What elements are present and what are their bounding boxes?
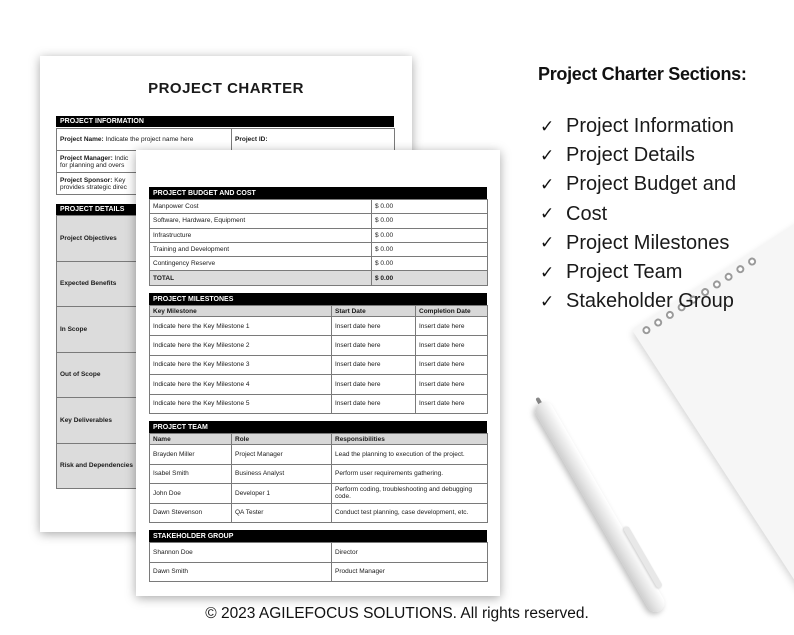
sections-title: Project Charter Sections:	[538, 64, 747, 84]
budget-table	[149, 199, 488, 286]
table-row	[150, 317, 488, 336]
budget-item: Manpower Cost	[150, 200, 372, 214]
copyright-notice: © 2023 AGILEFOCUS SOLUTIONS. All rights reserved.	[205, 605, 589, 622]
table-row	[150, 228, 488, 242]
column-header: Responsibilities	[332, 434, 488, 445]
milestone-start: Insert date here	[332, 336, 416, 355]
table-row	[150, 257, 488, 271]
project-sponsor-value: Key	[114, 176, 126, 184]
column-header: Role	[232, 434, 332, 445]
budget-item: Training and Development	[150, 242, 372, 256]
milestone-name: Indicate here the Key Milestone 2	[150, 336, 332, 355]
team-member-responsibility: Conduct test planning, case development, etc.	[332, 503, 488, 523]
budget-item: Software, Hardware, Equipment	[150, 214, 372, 228]
team-table	[149, 433, 488, 523]
stakeholder-table	[149, 542, 488, 582]
table-header-row	[150, 306, 488, 317]
section-label: Project Team	[566, 261, 683, 284]
ring-icon	[641, 325, 652, 336]
table-row	[150, 242, 488, 256]
project-details-header: PROJECT DETAILS	[56, 204, 394, 215]
checkmark-icon: ✓	[540, 233, 555, 253]
team-member-responsibility: Lead the planning to execution of the project.	[332, 445, 488, 465]
details-row-label: Expected Benefits	[57, 261, 139, 307]
milestone-start: Insert date here	[332, 394, 416, 413]
list-item	[540, 141, 736, 170]
column-header: Start Date	[332, 306, 416, 317]
table-row	[150, 484, 488, 504]
table-row	[150, 355, 488, 374]
milestone-end: Insert date here	[416, 375, 488, 394]
milestones-table	[149, 305, 488, 414]
project-sponsor-value-cont: provides strategic direc	[60, 183, 127, 191]
table-row	[150, 200, 488, 214]
checkmark-icon: ✓	[540, 204, 555, 224]
team-member-role: Developer 1	[232, 484, 332, 504]
team-member-responsibility: Perform coding, troubleshooting and debugging code.	[332, 484, 488, 504]
table-row	[150, 271, 488, 285]
milestones-header: PROJECT MILESTONES	[149, 293, 487, 305]
table-row	[150, 464, 488, 484]
stakeholder-name: Shannon Doe	[150, 543, 332, 563]
milestone-start: Insert date here	[332, 355, 416, 374]
section-label: Cost	[566, 202, 608, 225]
project-manager-value-cont: for planning and overs	[60, 161, 125, 169]
milestone-name: Indicate here the Key Milestone 5	[150, 394, 332, 413]
list-item	[540, 170, 736, 199]
milestone-end: Insert date here	[416, 394, 488, 413]
ring-icon	[653, 317, 664, 328]
section-label: Project Details	[566, 144, 695, 167]
checkmark-icon: ✓	[540, 116, 555, 136]
list-item	[540, 258, 736, 287]
team-member-name: Isabel Smith	[150, 464, 232, 484]
milestone-end: Insert date here	[416, 336, 488, 355]
list-item	[540, 200, 736, 229]
budget-header: PROJECT BUDGET AND COST	[149, 187, 487, 199]
table-row	[150, 562, 488, 582]
budget-total-value: $ 0.00	[372, 271, 488, 285]
milestone-name: Indicate here the Key Milestone 1	[150, 317, 332, 336]
budget-amount: $ 0.00	[372, 228, 488, 242]
team-member-name: John Doe	[150, 484, 232, 504]
list-item	[540, 287, 736, 316]
table-row	[150, 394, 488, 413]
details-row-label: Project Objectives	[57, 216, 139, 262]
details-row-label: Key Deliverables	[57, 398, 139, 444]
pen-image	[529, 397, 677, 627]
project-name-value: Indicate the project name here	[105, 136, 194, 143]
table-header-row	[150, 434, 488, 445]
table-row	[150, 503, 488, 523]
budget-amount: $ 0.00	[372, 257, 488, 271]
budget-amount: $ 0.00	[372, 242, 488, 256]
column-header: Completion Date	[416, 306, 488, 317]
project-sponsor-label: Project Sponsor:	[60, 176, 113, 184]
milestone-end: Insert date here	[416, 355, 488, 374]
team-member-name: Dawn Stevenson	[150, 503, 232, 523]
budget-item: Infrastructure	[150, 228, 372, 242]
project-name-label: Project Name:	[60, 136, 104, 143]
team-member-responsibility: Perform user requirements gathering.	[332, 464, 488, 484]
table-row	[150, 543, 488, 563]
budget-amount: $ 0.00	[372, 214, 488, 228]
column-header: Key Milestone	[150, 306, 332, 317]
stakeholder-header: STAKEHOLDER GROUP	[149, 530, 487, 542]
charter-front-page	[136, 150, 500, 596]
document-title: PROJECT CHARTER	[148, 80, 304, 97]
table-row	[150, 445, 488, 465]
pen-body	[532, 399, 668, 616]
details-row-label: In Scope	[57, 307, 139, 353]
checkmark-icon: ✓	[540, 262, 555, 282]
checkmark-icon: ✓	[540, 145, 555, 165]
details-row-label: Risk and Dependencies	[57, 443, 139, 489]
details-row-label: Out of Scope	[57, 352, 139, 398]
team-member-role: Project Manager	[232, 445, 332, 465]
section-label: Stakeholder Group	[566, 290, 734, 313]
project-manager-value: Indic	[114, 154, 129, 162]
milestone-name: Indicate here the Key Milestone 4	[150, 375, 332, 394]
ring-icon	[747, 256, 758, 267]
team-member-role: QA Tester	[232, 503, 332, 523]
budget-item: Contingency Reserve	[150, 257, 372, 271]
checkmark-icon: ✓	[540, 174, 555, 194]
project-id-label: Project ID:	[235, 136, 268, 143]
sections-list	[540, 112, 736, 316]
stakeholder-role: Director	[332, 543, 488, 563]
milestone-end: Insert date here	[416, 317, 488, 336]
checkmark-icon: ✓	[540, 291, 555, 311]
team-header: PROJECT TEAM	[149, 421, 487, 433]
section-label: Project Budget and	[566, 173, 737, 196]
project-information-header: PROJECT INFORMATION	[56, 116, 394, 127]
table-row	[150, 375, 488, 394]
stakeholder-name: Dawn Smith	[150, 562, 332, 582]
budget-total-label: TOTAL	[150, 271, 372, 285]
table-row	[150, 336, 488, 355]
ring-icon	[735, 264, 746, 275]
team-member-name: Brayden Miller	[150, 445, 232, 465]
list-item	[540, 229, 736, 258]
table-row	[150, 214, 488, 228]
list-item	[540, 112, 736, 141]
project-manager-label: Project Manager:	[60, 154, 113, 162]
column-header: Name	[150, 434, 232, 445]
section-label: Project Information	[566, 115, 734, 138]
milestone-name: Indicate here the Key Milestone 3	[150, 355, 332, 374]
stakeholder-role: Product Manager	[332, 562, 488, 582]
team-member-role: Business Analyst	[232, 464, 332, 484]
milestone-start: Insert date here	[332, 375, 416, 394]
section-label: Project Milestones	[566, 231, 730, 254]
budget-amount: $ 0.00	[372, 200, 488, 214]
milestone-start: Insert date here	[332, 317, 416, 336]
